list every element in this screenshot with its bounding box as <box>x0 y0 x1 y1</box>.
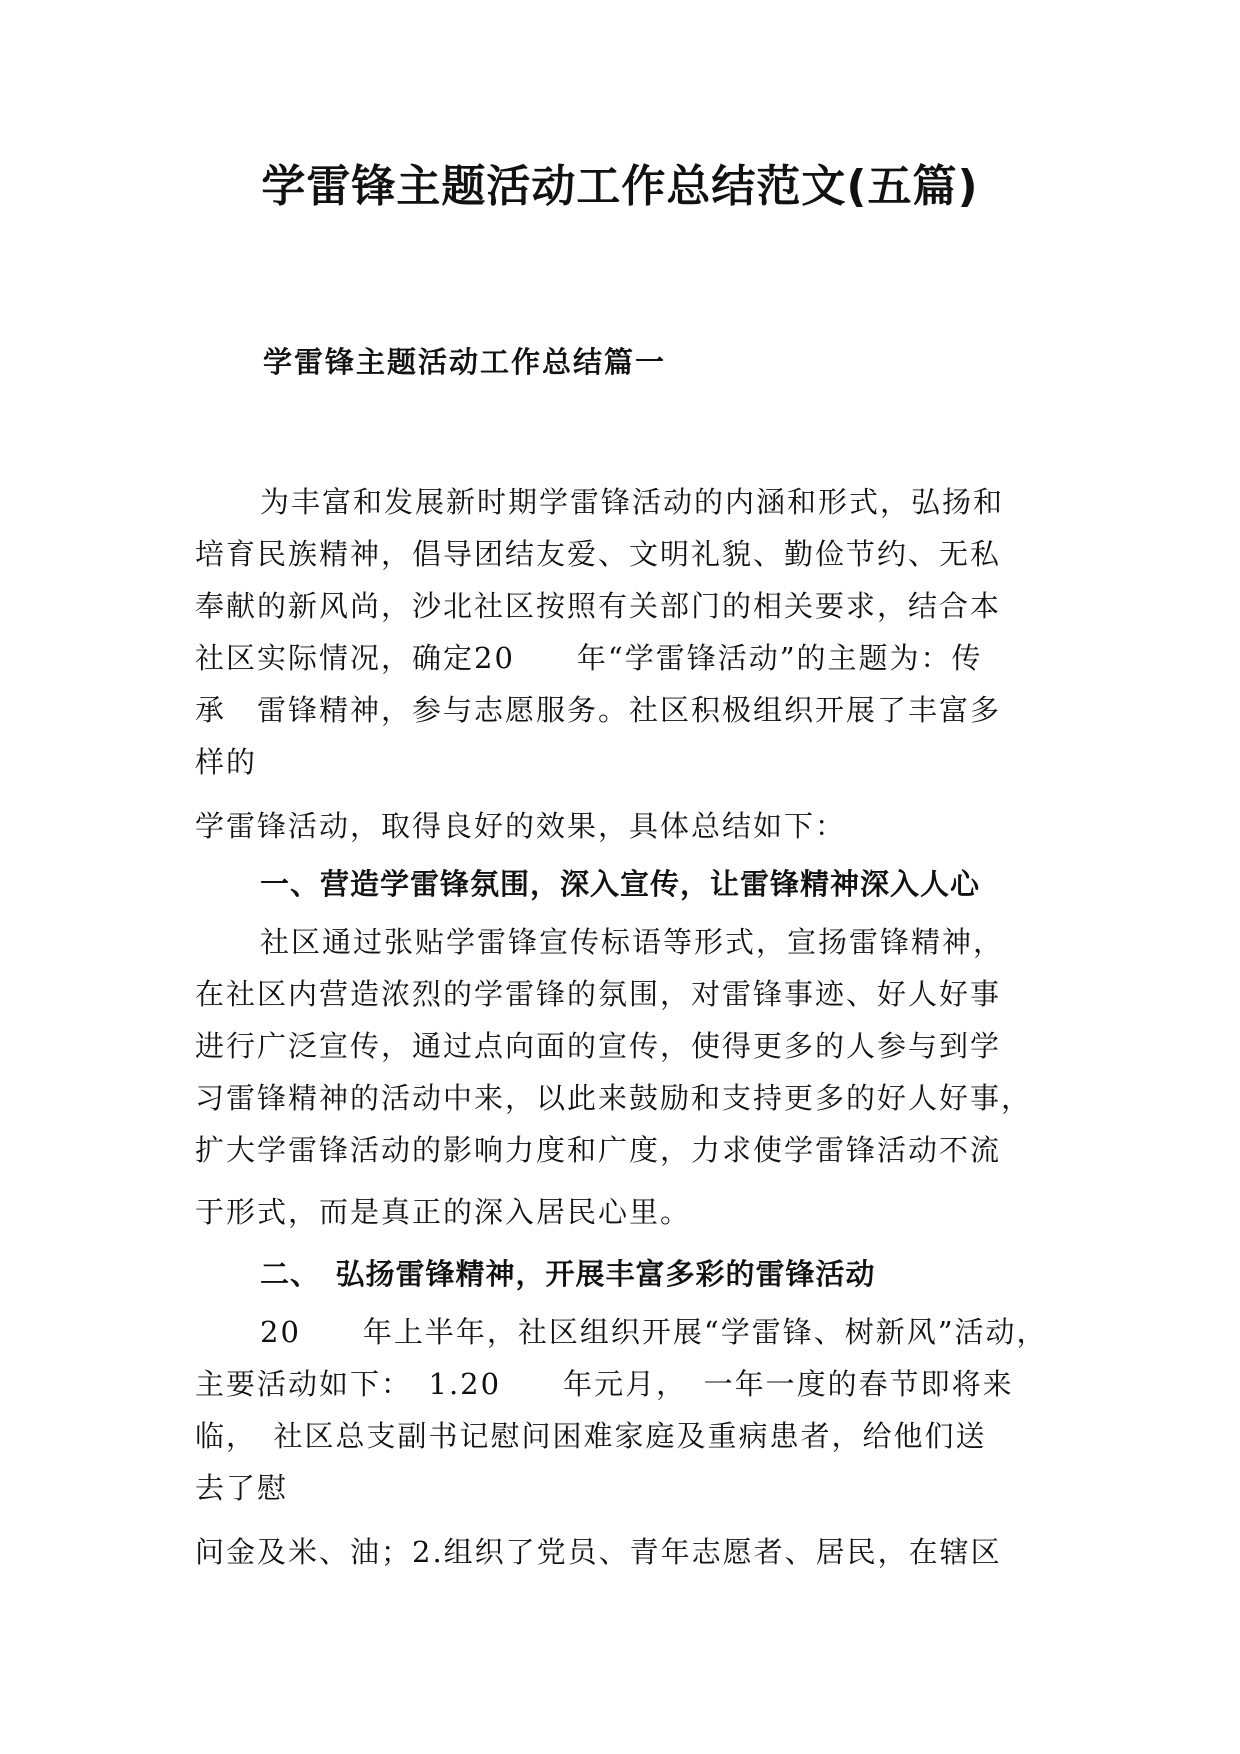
paragraph-line: 习雷锋精神的活动中来，以此来鼓励和支持更多的好人好事， <box>195 1081 1033 1115</box>
paragraph-line: 在社区内营造浓烈的学雷锋的氛围，对雷锋事迹、好人好事 <box>195 977 1002 1011</box>
paragraph-line: 主要活动如下： 1.20 年元月， 一年一度的春节即将来 <box>195 1367 1014 1401</box>
subsection-heading: 二、 弘扬雷锋精神，开展丰富多彩的雷锋活动 <box>260 1257 876 1291</box>
paragraph-line: 临， 社区总支副书记慰问困难家庭及重病患者，给他们送 <box>195 1419 987 1453</box>
paragraph-line: 社区实际情况，确定20 年“学雷锋活动”的主题为：传 <box>195 641 983 675</box>
paragraph-line: 样的 <box>195 745 258 779</box>
paragraph-line: 问金及米、油；2.组织了党员、青年志愿者、居民，在辖区 <box>195 1535 1002 1569</box>
paragraph-line: 培育民族精神，倡导团结友爱、文明礼貌、勤俭节约、无私 <box>195 537 1002 571</box>
paragraph-line: 学雷锋活动，取得良好的效果，具体总结如下： <box>195 809 847 843</box>
subsection-heading: 一、营造学雷锋氛围，深入宣传，让雷锋精神深入人心 <box>260 867 981 901</box>
section-title: 学雷锋主题活动工作总结篇一 <box>263 345 667 379</box>
paragraph-line: 20 年上半年，社区组织开展“学雷锋、树新风”活动， <box>260 1315 1048 1349</box>
paragraph-line: 进行广泛宣传，通过点向面的宣传，使得更多的人参与到学 <box>195 1029 1002 1063</box>
paragraph-line: 承 雷锋精神，参与志愿服务。社区积极组织开展了丰富多 <box>195 693 1002 727</box>
document-title: 学雷锋主题活动工作总结范文(五篇) <box>261 161 979 212</box>
paragraph-line: 去了慰 <box>195 1471 289 1505</box>
paragraph-line: 扩大学雷锋活动的影响力度和广度，力求使学雷锋活动不流 <box>195 1133 1002 1167</box>
paragraph-line: 社区通过张贴学雷锋宣传标语等形式，宣扬雷锋精神， <box>260 925 1005 959</box>
paragraph-line: 于形式，而是真正的深入居民心里。 <box>195 1195 692 1229</box>
paragraph-line: 为丰富和发展新时期学雷锋活动的内涵和形式，弘扬和 <box>260 485 1005 519</box>
paragraph-line: 奉献的新风尚，沙北社区按照有关部门的相关要求，结合本 <box>195 589 1002 623</box>
